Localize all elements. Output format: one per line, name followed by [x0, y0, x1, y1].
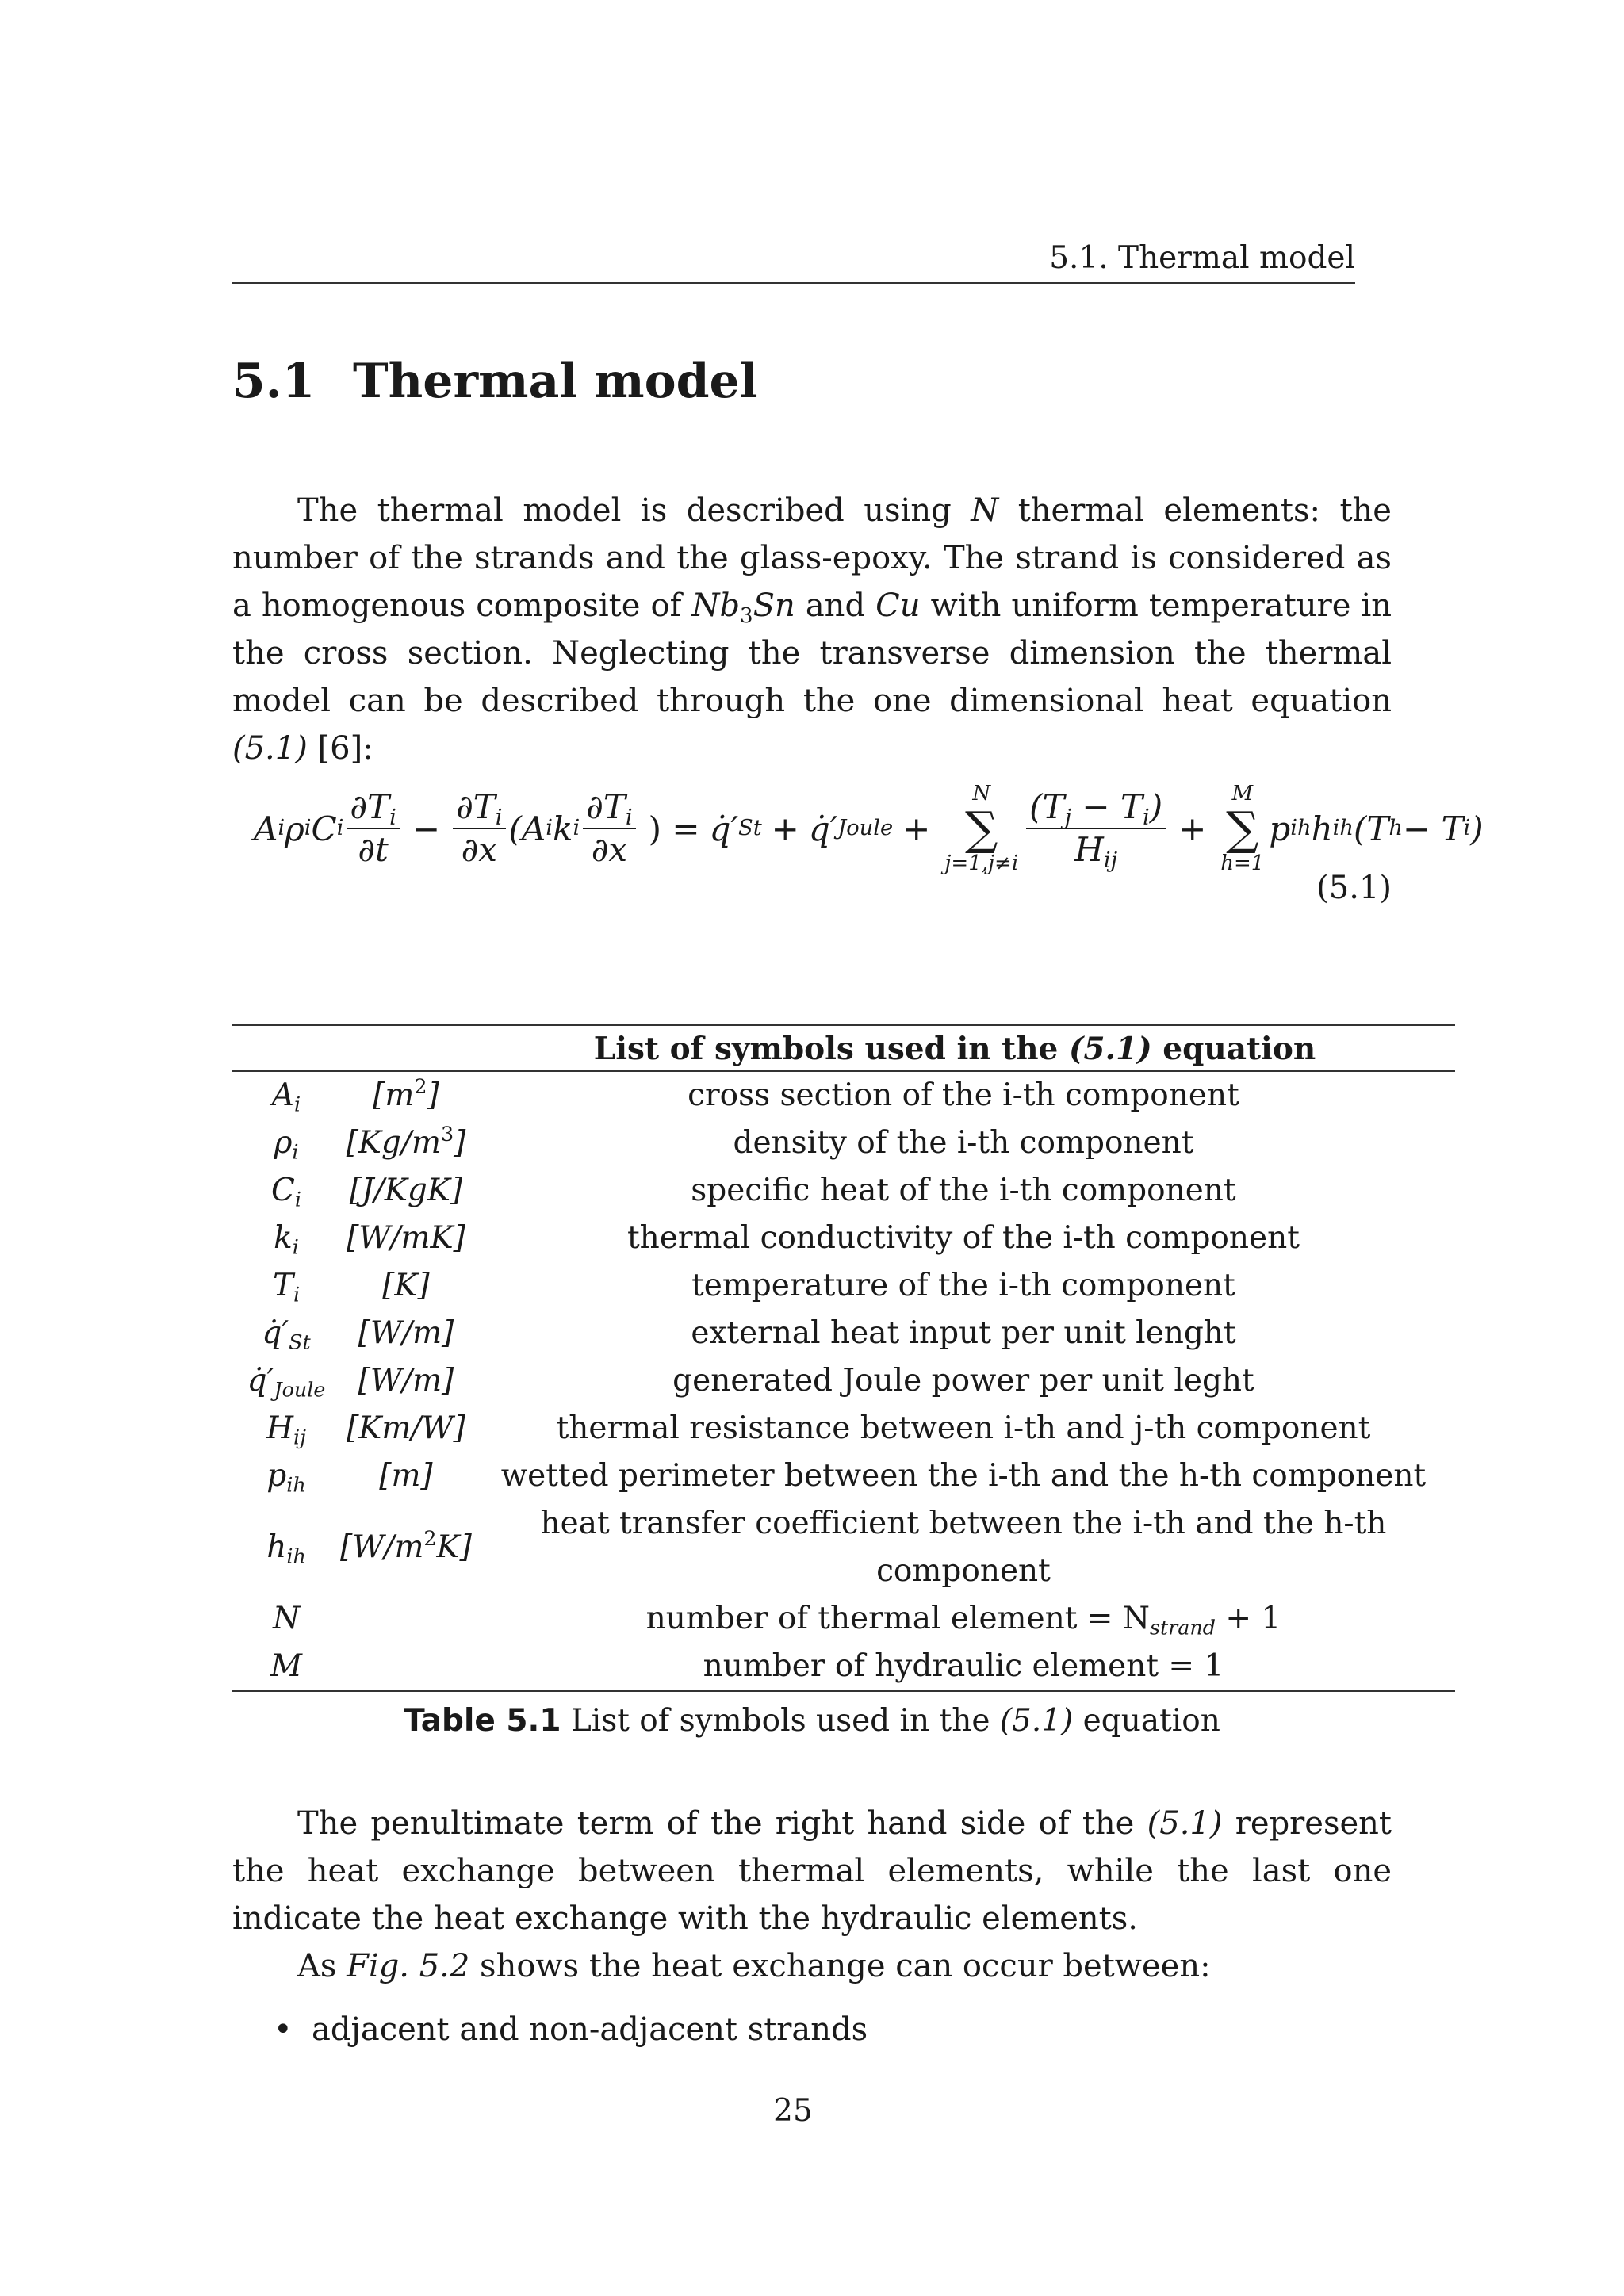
eq-term: (T	[1353, 809, 1389, 848]
unit: [Km/W]	[347, 1410, 465, 1446]
symbol: p	[266, 1458, 287, 1494]
text: equation	[1073, 1703, 1220, 1739]
eq-term: )	[1470, 809, 1484, 848]
description: number of hydraulic element = 1	[703, 1648, 1224, 1684]
eq-sub: i	[625, 806, 633, 831]
unit: [W/mK]	[347, 1220, 465, 1256]
text: The thermal model is described using	[297, 492, 971, 529]
math-sn: Sn	[753, 587, 795, 624]
symbol-sub: Joule	[274, 1377, 326, 1402]
text: and	[795, 587, 876, 624]
body-paragraph	[232, 1942, 1392, 1990]
unit-sup: 3	[441, 1121, 454, 1146]
figure-ref[interactable]: Fig. 5.2	[347, 1948, 470, 1984]
eq-sub: i	[1142, 806, 1150, 831]
eq-term: q̇′	[808, 809, 838, 848]
symbol-sub: i	[294, 1092, 301, 1116]
section-number: 5.1	[232, 354, 316, 409]
description: temperature of the i-th component	[691, 1268, 1235, 1303]
eq-term: ∂x	[591, 830, 628, 869]
symbol-sub: i	[292, 1234, 299, 1259]
unit-sup: 2	[423, 1525, 437, 1550]
text: shows the heat exchange can occur between:	[469, 1948, 1211, 1984]
unit: [m	[373, 1077, 415, 1113]
table-row	[232, 1452, 1455, 1500]
eq-sigma: ∑	[965, 802, 998, 855]
description: thermal conductivity of the i-th component	[627, 1220, 1300, 1256]
equation-ref[interactable]: (5.1)	[999, 1703, 1074, 1739]
eq-limit: N	[972, 782, 991, 806]
eq-operator: +	[771, 809, 799, 848]
eq-sub: i	[495, 806, 503, 831]
eq-term: H	[1074, 830, 1104, 869]
table-row	[232, 1643, 1455, 1691]
body-paragraph	[232, 1800, 1392, 1942]
table-row	[232, 1500, 1455, 1595]
table-row	[232, 1119, 1455, 1167]
math-nb: Nb	[691, 587, 741, 624]
eq-term: ∂T	[456, 787, 496, 826]
eq-term: ∂T	[586, 787, 626, 826]
eq-summation	[1220, 782, 1264, 875]
symbol-table	[232, 1024, 1455, 1692]
eq-term: (T	[1029, 787, 1065, 826]
description: generated Joule power per unit leght	[672, 1363, 1254, 1399]
eq-operator: ) =	[648, 809, 700, 848]
text: + 1	[1215, 1601, 1281, 1636]
eq-operator: +	[902, 809, 931, 848]
eq-term: A	[254, 809, 278, 848]
symbol: q̇′	[262, 1315, 289, 1351]
table-row	[232, 1262, 1455, 1310]
caption-label: Table 5.1	[404, 1703, 561, 1739]
text: [6]:	[307, 730, 373, 767]
equation-number: (5.1)	[1316, 870, 1392, 906]
symbol-sub: i	[292, 1139, 299, 1164]
unit: [W/m	[340, 1529, 424, 1565]
table-row	[232, 1215, 1455, 1262]
symbol: M	[270, 1648, 302, 1684]
symbol: h	[266, 1529, 287, 1565]
symbol-sub: i	[294, 1187, 301, 1211]
text: with uniform temperature in the cross section. Neglecting the transverse dimension the thermal model can be described through the one dimensional heat equation	[232, 587, 1392, 719]
intro-paragraph	[232, 487, 1392, 772]
text: As	[297, 1948, 347, 1984]
table-row	[232, 1595, 1455, 1643]
unit: [J/KgK]	[349, 1173, 463, 1208]
heat-equation: A i ρ i C i $\frac{\partial T_i}{\partial t}$ − $\frac{\partial T_i}{\partial x}$ (A i k i $\frac{\partial T_i}{\partial x}$ ) = q̇′ St + q̇′ Joule + N ∑ j=1,j≠i $\frac{(T_j - T_i)}{H_{ij}}$ + M ∑ h=1 p ih h ih (T h − T i )	[254, 782, 1484, 875]
unit: ]	[427, 1077, 439, 1113]
description: thermal resistance between i-th and j-th component	[556, 1410, 1371, 1446]
text: List of symbols used in the	[561, 1703, 1000, 1739]
eq-limit: j=1,j≠i	[944, 851, 1019, 875]
section-title-text: Thermal model	[353, 354, 758, 409]
eq-fraction	[453, 786, 505, 871]
bullet-icon: •	[274, 2011, 293, 2048]
eq-fraction	[347, 786, 399, 871]
section-title	[232, 354, 758, 409]
eq-term: C	[311, 809, 337, 848]
eq-operator: −	[412, 809, 441, 848]
eq-term: )	[1149, 787, 1163, 826]
table-caption	[0, 1703, 1624, 1739]
eq-term: k	[552, 809, 573, 848]
table-row	[232, 1072, 1455, 1119]
equation-ref[interactable]: (5.1)	[1147, 1805, 1223, 1842]
page-number: 25	[773, 2093, 813, 2129]
description: cross section of the i-th component	[688, 1077, 1239, 1113]
unit: ]	[454, 1125, 466, 1161]
eq-fraction	[1026, 786, 1166, 874]
eq-term: h	[1311, 809, 1333, 848]
description: heat transfer coefficient between the i-th and the h-th component	[540, 1506, 1387, 1589]
eq-sub: j	[1064, 806, 1072, 831]
description	[472, 1595, 1455, 1643]
symbol-sub: ih	[286, 1472, 306, 1497]
math-cu: Cu	[875, 587, 921, 624]
symbol: T	[272, 1268, 293, 1303]
equation-ref[interactable]: (5.1)	[232, 730, 308, 767]
table-row	[232, 1167, 1455, 1215]
eq-sub: i	[389, 806, 396, 831]
eq-summation	[944, 782, 1018, 875]
description: specific heat of the i-th component	[691, 1173, 1236, 1208]
symbol: C	[271, 1173, 295, 1208]
symbol-sub: strand	[1149, 1615, 1216, 1640]
unit-sup: 2	[414, 1073, 427, 1098]
symbol: H	[266, 1410, 294, 1446]
symbol: A	[271, 1077, 295, 1113]
eq-term: ∂t	[358, 830, 389, 869]
eq-limit: M	[1231, 782, 1254, 806]
list-item	[274, 2006, 868, 2053]
eq-sub: ij	[1103, 848, 1118, 874]
text: The penultimate term of the right hand side of the	[297, 1805, 1147, 1842]
text: represent the heat exchange between thermal elements, while the last one indicate the heat exchange with the hydraulic elements.	[232, 1805, 1392, 1937]
text: number of thermal element = N	[645, 1601, 1150, 1636]
unit: [W/m]	[358, 1315, 454, 1351]
text: List of symbols used in the	[593, 1031, 1069, 1067]
unit: K]	[436, 1529, 472, 1565]
unit: [Kg/m	[346, 1125, 441, 1161]
symbol: q̇′	[247, 1363, 274, 1399]
text: equation	[1151, 1031, 1316, 1067]
eq-term: (A	[508, 809, 546, 848]
symbol-sub: i	[293, 1282, 301, 1307]
table-row	[232, 1405, 1455, 1452]
math-N: N	[971, 492, 999, 529]
eq-term: ∂x	[461, 830, 497, 869]
unit: [W/m]	[358, 1363, 454, 1399]
symbol-sub: ij	[293, 1425, 306, 1449]
running-header: 5.1. Thermal model	[232, 240, 1355, 284]
symbol-sub: St	[289, 1330, 311, 1354]
eq-term: ρ	[285, 809, 304, 848]
symbol: ρ	[274, 1125, 293, 1161]
table-row	[232, 1357, 1455, 1405]
symbol: N	[272, 1601, 301, 1636]
eq-term: − T	[1402, 809, 1464, 848]
unit: [K]	[382, 1268, 430, 1303]
eq-term: − T	[1071, 787, 1143, 826]
symbol: k	[274, 1220, 293, 1256]
eq-fraction	[583, 786, 635, 871]
table-heading	[232, 1024, 1455, 1072]
description: density of the i-th component	[733, 1125, 1194, 1161]
eq-term: ∂T	[350, 787, 390, 826]
eq-term: p	[1269, 809, 1291, 848]
description: external heat input per unit lenght	[691, 1315, 1236, 1351]
list-item-text: adjacent and non-adjacent strands	[312, 2011, 868, 2048]
eq-term: q̇′	[709, 809, 738, 848]
math-sub: 3	[740, 603, 753, 628]
text: thermal elements: the number of the strands and the glass-epoxy. The strand is considered as a homogenous composite of	[232, 492, 1392, 624]
eq-limit: h=1	[1220, 851, 1265, 875]
description: wetted perimeter between the i-th and the h-th component	[500, 1458, 1427, 1494]
unit: [m]	[379, 1458, 433, 1494]
eq-sigma: ∑	[1226, 802, 1259, 855]
eq-operator: +	[1178, 809, 1207, 848]
symbol-sub: ih	[286, 1544, 306, 1568]
equation-ref[interactable]: (5.1)	[1068, 1031, 1152, 1067]
table-row	[232, 1310, 1455, 1357]
